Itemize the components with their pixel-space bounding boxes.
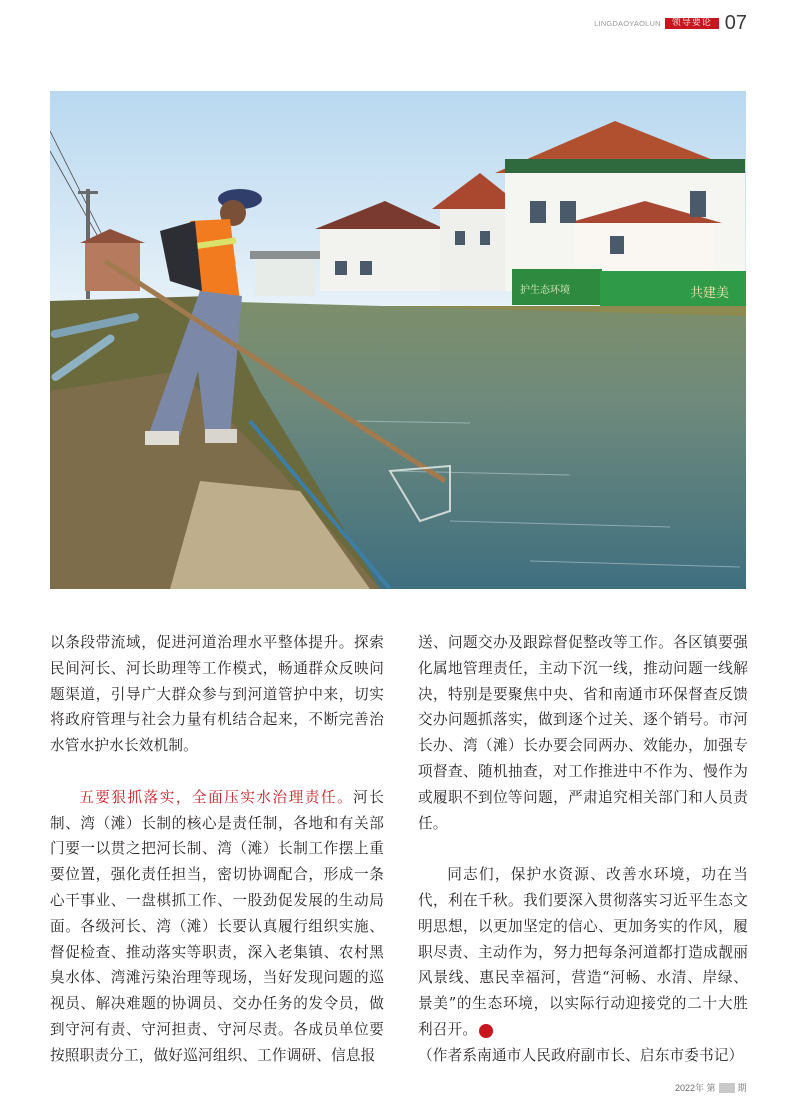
issue-number-box — [719, 1083, 735, 1093]
paragraph: 以条段带流域，促进河道治理水平整体提升。探索民间河长、河长助理等工作模式，畅通群众反映问题渠道，引导广大群众参与到河道管护中来，切实将政府管理与社会力量有机结合起来，不断完善治水管水护水长效机制。 — [50, 634, 384, 755]
river-cleanup-photo — [50, 91, 746, 589]
section-pinyin: LINGDAOYAOLUN — [594, 18, 661, 28]
banner-right-text: 共建美 — [690, 286, 730, 301]
right-column — [418, 630, 748, 1069]
page-number: 07 — [724, 11, 747, 34]
paragraph — [50, 785, 384, 1069]
author-byline: （作者系南通市人民政府副市长、启东市委书记） — [418, 1046, 744, 1064]
paragraph-body: 河长制、湾（滩）长制的核心是责任制，各地和有关部门要一以贯之把河长制、湾（滩）长制工作摆上重要位置，强化责任担当，密切协调配合，形成一条心干事业、一盘棋抓工作、一股劲促发展的生动局面。各级河长、湾（滩）长要认真履行组织实施、督促检查、推动落实等职责，深入老集镇、农村黑臭水体、湾滩污染治理等现场，当好发现问题的巡视员、解决难题的协调员、交办任务的发令员，做到守河有责、守河担责、守河尽责。各成员单位要按照职责分工，做好巡河组织、工作调研、信息报 — [50, 788, 384, 1064]
paragraph-body: 同志们，保护水资源、改善水环境，功在当代，利在千秋。我们要深入贯彻落实习近平生态文明思想，以更加坚定的信心、更加务实的作风，履职尽责、主动作为，努力把每条河道都打造成靓丽风景线、惠民幸福河，营造“河畅、水清、岸绿、景美”的生态环境，以实际行动迎接党的二十大胜利召开。 — [418, 866, 748, 1038]
section-heading: 五要狠抓落实，全面压实水治理责任。 — [79, 788, 354, 806]
paragraph: 送、问题交办及跟踪督促整改等工作。各区镇要强化属地管理责任，主动下沉一线，推动问题一线解决，特别是要聚焦中央、省和南通市环保督查反馈交办问题抓落实，做到逐个过关、逐个销号。市河长办、湾（滩）长办要会同两办、效能办，加强专项督查、随机抽查，对工作推进中不作为、慢作为或履职不到位等问题，严肃追究相关部门和人员责任。 — [418, 634, 748, 832]
paragraph — [418, 862, 748, 1043]
page-footer — [675, 1081, 747, 1094]
section-title: 领导要论 — [665, 18, 719, 29]
banner-left-text: 护生态环境 — [520, 285, 570, 296]
footer-issue: 期 — [737, 1083, 747, 1093]
end-mark-icon: 終 — [479, 1024, 493, 1038]
left-column — [50, 630, 384, 1069]
page-header — [594, 12, 747, 34]
footer-year: 2022年 第 — [675, 1083, 716, 1093]
